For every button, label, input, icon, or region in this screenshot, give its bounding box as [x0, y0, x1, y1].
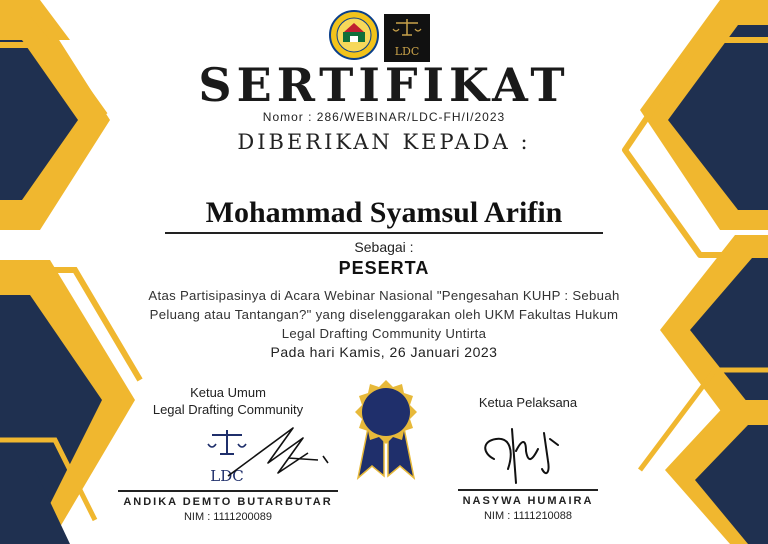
- right-role: Ketua Pelaksana: [478, 395, 578, 410]
- ldc-logo: [384, 14, 430, 62]
- description-line: Peluang atau Tantangan?" yang diselenggarakan oleh UKM Fakultas Hukum: [149, 307, 619, 322]
- stamp-text: LDC: [210, 467, 244, 485]
- participant-role: PESERTA: [338, 258, 430, 278]
- left-signatory-name: ANDIKA DEMTO BUTARBUTAR: [123, 495, 333, 508]
- scales-icon: [384, 14, 430, 40]
- award-rosette-icon: [350, 378, 422, 480]
- left-role-line1: Ketua Umum: [190, 385, 266, 400]
- right-signature: [458, 411, 598, 489]
- left-role-line2: Legal Drafting Community: [152, 402, 304, 417]
- certificate-number: Nomor : 286/WEBINAR/LDC-FH/I/2023: [262, 110, 506, 124]
- name-underline: [165, 232, 603, 234]
- ldc-logo-text: LDC: [394, 45, 420, 58]
- given-to-heading: DIBERIKAN KEPADA :: [237, 130, 531, 154]
- right-signatory: [458, 394, 598, 522]
- left-signature-line: [118, 490, 338, 492]
- event-date: Pada hari Kamis, 26 Januari 2023: [270, 344, 498, 360]
- left-signatory-nim: NIM : 1111200089: [183, 510, 273, 523]
- certificate-title: SERTIFIKAT: [198, 58, 570, 112]
- description-line: Legal Drafting Community Untirta: [281, 326, 487, 341]
- left-signature: [118, 418, 338, 490]
- recipient-name: Mohammad Syamsul Arifin: [205, 196, 563, 229]
- right-signatory-name: NASYWA HUMAIRA: [462, 494, 594, 507]
- description: [0, 286, 768, 343]
- right-signature-area: [458, 411, 598, 489]
- as-label: Sebagai :: [354, 239, 414, 255]
- left-signatory: [118, 384, 338, 523]
- right-signature-line: [458, 489, 598, 491]
- right-signatory-nim: NIM : 1111210088: [483, 509, 573, 522]
- left-signature-area: [118, 418, 338, 490]
- university-logo: [329, 10, 379, 60]
- description-line: Atas Partisipasinya di Acara Webinar Nasional "Pengesahan KUHP : Sebuah: [148, 288, 620, 303]
